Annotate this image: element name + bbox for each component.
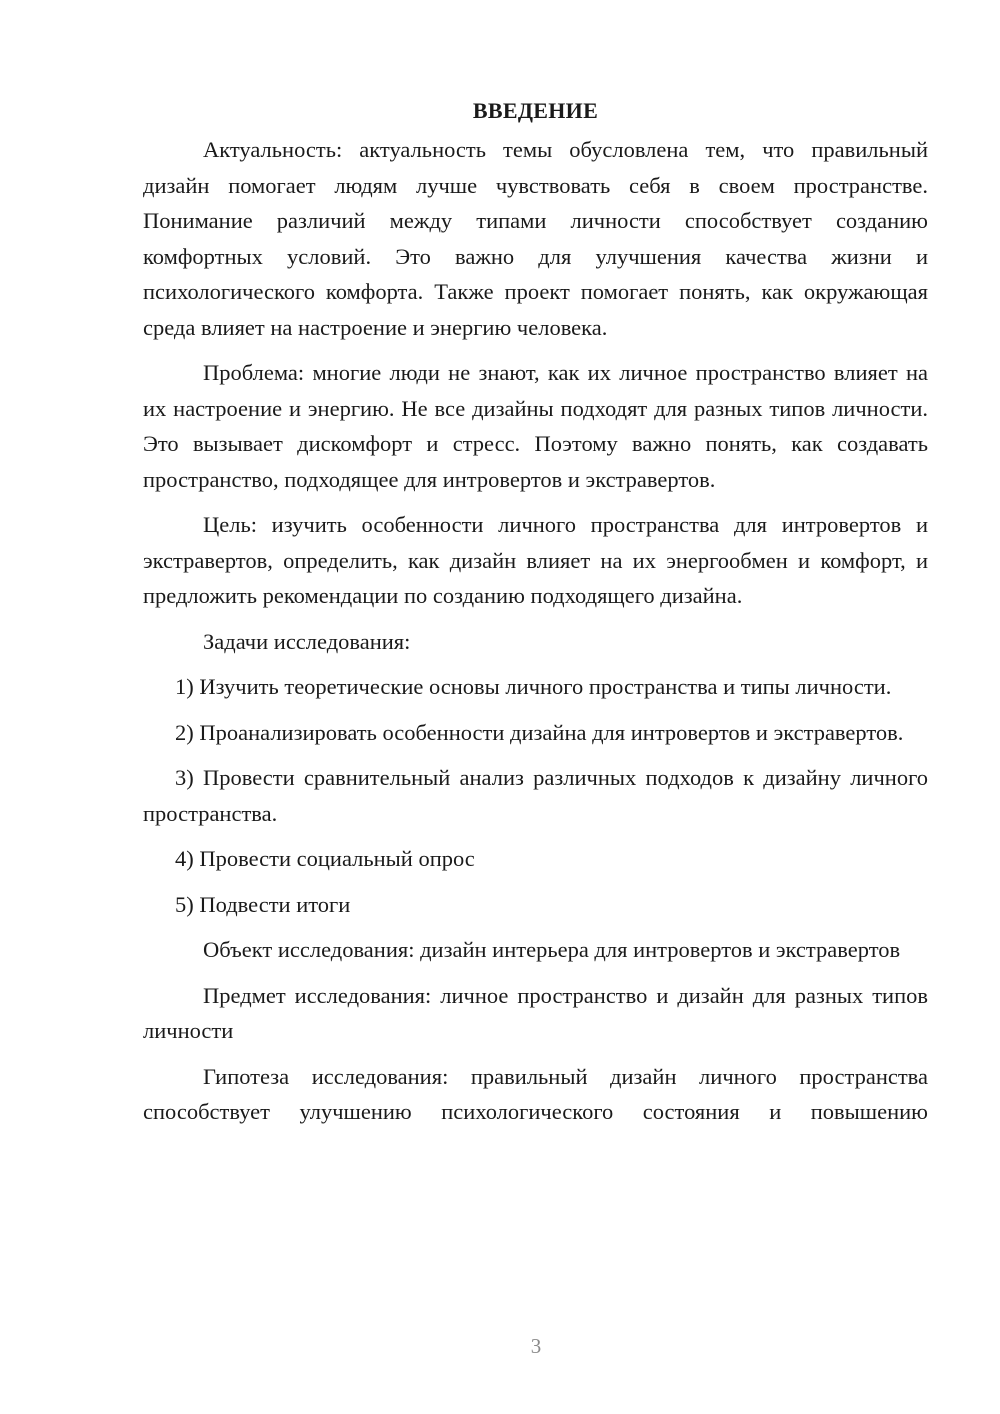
paragraph-hypothesis: Гипотеза исследования: правильный дизайн личного пространства способствует улучшению психологического состояния и повышению [143,1063,928,1124]
task-item-2: 2) Проанализировать особенности дизайна для интровертов и экстравертов. [175,719,904,745]
paragraph-goal: Цель: изучить особенности личного пространства для интровертов и экстравертов, определить, как дизайн влияет на их энергообмен и комфорт, и предложить рекомендации по созданию подходящего дизайна. [143,512,928,608]
section-heading: ВВЕДЕНИЕ [472,98,599,123]
page-number: 3 [530,1334,542,1358]
task-item-4: 4) Провести социальный опрос [175,846,475,871]
paragraph-subject: Предмет исследования: личное пространство и дизайн для разных типов личности [143,982,928,1043]
paragraph-object: Объект исследования: дизайн интерьера для интровертов и экстравертов [203,937,901,962]
task-item-5: 5) Подвести итоги [175,891,351,917]
task-item-3: 3) Провести сравнительный анализ различных подходов к дизайну личного пространства. [143,765,928,826]
task-item-1: 1) Изучить теоретические основы личного пространства и типы личности. [175,674,892,699]
paragraph-relevance: Актуальность: актуальность темы обусловлена тем, что правильный дизайн помогает людям лучше чувствовать себя в своем пространстве. Понимание различий между типами личности способствует созданию комфортных условий. Это важно для улучшения качества жизни и психологического комфорта. Также проект помогает понять, как окружающая среда влияет на настроение и энергию человека. [143,137,928,340]
document-page [143,96,928,1140]
paragraph-problem: Проблема: многие люди не знают, как их личное пространство влияет на их настроение и энергию. Не все дизайны подходят для разных типов личности. Это вызывает дискомфорт и стресс. Поэтому важно понять, как создавать пространство, подходящее для интровертов и экстравертов. [143,360,928,492]
paragraph-tasks-heading: Задачи исследования: [203,628,411,654]
